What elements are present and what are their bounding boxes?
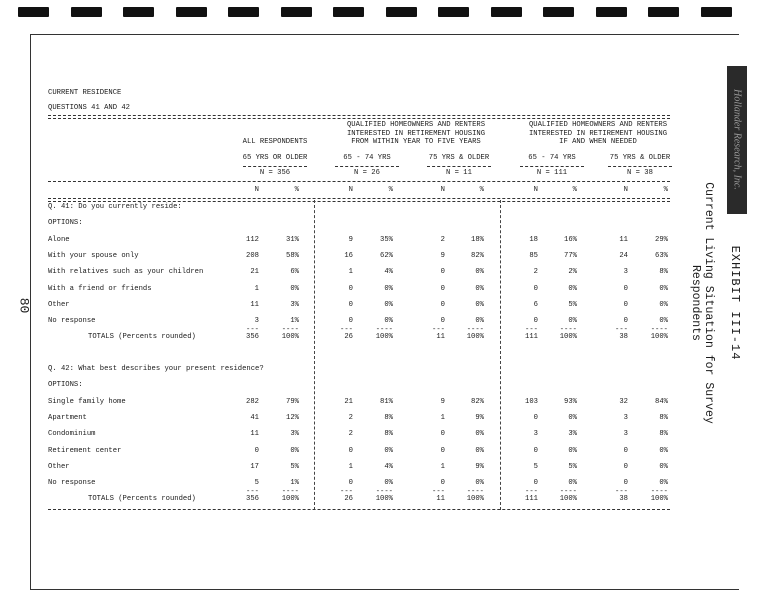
cell-value: 0% xyxy=(475,430,484,439)
cell-value: 0% xyxy=(290,284,299,293)
total-dash: --- xyxy=(525,326,538,335)
total-value: 100% xyxy=(466,333,484,342)
total-dash: ---- xyxy=(466,326,484,335)
cell-value: 62% xyxy=(380,252,393,261)
cell-value: 0% xyxy=(659,446,668,455)
total-value: 100% xyxy=(559,495,577,504)
cell-value: 11 xyxy=(619,236,628,244)
section-title: CURRENT RESIDENCE xyxy=(48,89,122,97)
subgroup-label: 65 - 74 YRS xyxy=(528,154,576,162)
cell-value: 4% xyxy=(384,462,393,471)
header-rule xyxy=(48,181,670,182)
cell-value: 3 xyxy=(533,430,538,439)
row-label: Condominium xyxy=(48,430,96,439)
cell-value: 0% xyxy=(475,446,484,455)
cell-value: 0% xyxy=(568,317,577,325)
total-dash: ---- xyxy=(559,326,577,335)
cell-value: 0% xyxy=(475,317,484,325)
cell-value: 1 xyxy=(440,414,445,423)
cell-value: 79% xyxy=(286,398,299,406)
cell-value: 31% xyxy=(286,236,299,244)
cell-value: 16% xyxy=(564,236,577,244)
cell-value: 9 xyxy=(348,236,353,244)
cell-value: 8% xyxy=(659,268,668,277)
group-header-when-needed: INTERESTED IN RETIREMENT HOUSING xyxy=(528,129,668,138)
cell-value: 0 xyxy=(623,479,628,487)
company-logo xyxy=(727,66,747,214)
cell-value: 2 xyxy=(348,414,353,423)
logo-text: Hollander Research, Inc. xyxy=(731,89,743,190)
col-header-n: N xyxy=(623,186,628,194)
questions-label: QUESTIONS 41 AND 42 xyxy=(48,104,130,112)
cell-value: 0% xyxy=(659,284,668,293)
cell-value: 2 xyxy=(348,430,353,439)
cell-value: 0 xyxy=(533,414,538,423)
binder-hole xyxy=(543,7,574,17)
cell-value: 0 xyxy=(533,446,538,455)
total-value: 100% xyxy=(281,495,299,504)
group-header-five-years: FROM WITHIN YEAR TO FIVE YEARS xyxy=(351,138,481,146)
cell-value: 5% xyxy=(290,462,299,471)
total-dash: ---- xyxy=(281,326,299,335)
binder-hole xyxy=(176,7,207,17)
cell-value: 112 xyxy=(246,236,259,244)
cell-value: 0 xyxy=(440,300,445,309)
column-divider xyxy=(314,200,315,510)
total-dash: ---- xyxy=(375,326,393,335)
cell-value: 0% xyxy=(659,300,668,309)
cell-value: 0 xyxy=(440,317,445,325)
cell-value: 0% xyxy=(659,479,668,487)
cell-value: 35% xyxy=(380,236,393,244)
cell-value: 0% xyxy=(475,300,484,309)
cell-value: 0% xyxy=(384,446,393,455)
total-value: 100% xyxy=(466,495,484,504)
col-header-pct: % xyxy=(572,186,577,194)
cell-value: 85 xyxy=(529,252,538,261)
cell-value: 0% xyxy=(568,446,577,455)
row-label: Other xyxy=(48,462,70,471)
group-header-all: ALL RESPONDENTS xyxy=(242,138,308,146)
cell-value: 8% xyxy=(659,430,668,439)
cell-value: 32 xyxy=(619,398,628,406)
cell-value: 9 xyxy=(440,398,445,406)
cell-value: 0 xyxy=(440,446,445,455)
cell-value: 84% xyxy=(655,398,668,406)
total-value: 356 xyxy=(246,495,259,504)
col-header-pct: % xyxy=(663,186,668,194)
cell-value: 2% xyxy=(568,268,577,277)
cell-value: 0 xyxy=(623,462,628,471)
total-dash: --- xyxy=(340,488,353,497)
col-header-pct: % xyxy=(479,186,484,194)
cell-value: 16 xyxy=(344,252,353,261)
total-value: 100% xyxy=(650,333,668,342)
subgroup-n: N = 111 xyxy=(536,169,568,177)
group-header-five-years: QUALIFIED HOMEOWNERS AND RENTERS xyxy=(346,121,486,129)
row-label: With a friend or friends xyxy=(48,284,152,293)
col-header-n: N xyxy=(254,186,259,194)
cell-value: 0 xyxy=(533,479,538,487)
cell-value: 5 xyxy=(254,479,259,487)
total-dash: --- xyxy=(340,326,353,335)
cell-value: 1% xyxy=(290,317,299,325)
subgroup-label: 75 YRS & OLDER xyxy=(609,154,671,162)
cell-value: 0% xyxy=(384,479,393,487)
cell-value: 0% xyxy=(659,317,668,325)
cell-value: 0% xyxy=(568,284,577,293)
group-header-when-needed: IF AND WHEN NEEDED xyxy=(559,138,637,146)
col-header-n: N xyxy=(348,186,353,194)
binder-hole xyxy=(281,7,312,17)
cell-value: 282 xyxy=(246,398,259,406)
cell-value: 0 xyxy=(623,284,628,293)
cell-value: 82% xyxy=(471,252,484,261)
row-label: Alone xyxy=(48,236,70,244)
cell-value: 1 xyxy=(348,462,353,471)
column-divider xyxy=(500,200,501,510)
row-label: No response xyxy=(48,479,96,487)
subgroup-underline xyxy=(243,166,307,167)
total-value: 111 xyxy=(525,495,538,504)
cell-value: 5 xyxy=(533,462,538,471)
total-dash: ---- xyxy=(650,326,668,335)
total-dash: --- xyxy=(615,326,628,335)
cell-value: 11 xyxy=(250,430,259,439)
exhibit-title: Current Living Situation for Survey Respondents xyxy=(689,182,715,424)
cell-value: 82% xyxy=(471,398,484,406)
total-dash: --- xyxy=(246,488,259,497)
total-dash: ---- xyxy=(559,488,577,497)
subgroup-n: N = 356 xyxy=(259,169,291,177)
col-header-n: N xyxy=(533,186,538,194)
binder-hole xyxy=(491,7,522,17)
cell-value: 0 xyxy=(348,479,353,487)
col-header-rule xyxy=(48,198,670,202)
cell-value: 0% xyxy=(290,446,299,455)
total-dash: --- xyxy=(246,326,259,335)
cell-value: 0 xyxy=(440,430,445,439)
cell-value: 3 xyxy=(254,317,259,325)
cell-value: 5% xyxy=(568,300,577,309)
cell-value: 21 xyxy=(250,268,259,277)
row-label: No response xyxy=(48,317,96,325)
total-dash: --- xyxy=(615,488,628,497)
cell-value: 3 xyxy=(623,268,628,277)
cell-value: 1 xyxy=(254,284,259,293)
cell-value: 21 xyxy=(344,398,353,406)
cell-value: 0% xyxy=(384,317,393,325)
cell-value: 0 xyxy=(348,284,353,293)
cell-value: 8% xyxy=(659,414,668,423)
totals-label: TOTALS (Percents rounded) xyxy=(88,333,196,342)
cell-value: 3% xyxy=(290,300,299,309)
cell-value: 8% xyxy=(384,430,393,439)
cell-value: 81% xyxy=(380,398,393,406)
total-value: 111 xyxy=(525,333,538,342)
total-dash: ---- xyxy=(466,488,484,497)
total-value: 100% xyxy=(281,333,299,342)
cell-value: 9% xyxy=(475,414,484,423)
cell-value: 0 xyxy=(623,300,628,309)
subgroup-n: N = 38 xyxy=(627,169,653,177)
total-value: 26 xyxy=(344,495,353,504)
total-value: 11 xyxy=(436,495,445,504)
binder-hole xyxy=(123,7,154,17)
cell-value: 41 xyxy=(250,414,259,423)
cell-value: 0 xyxy=(623,317,628,325)
cell-value: 3 xyxy=(623,414,628,423)
cell-value: 1% xyxy=(290,479,299,487)
cell-value: 63% xyxy=(655,252,668,261)
subgroup-n: N = 26 xyxy=(354,169,380,177)
total-value: 356 xyxy=(246,333,259,342)
cell-value: 12% xyxy=(286,414,299,423)
cell-value: 0% xyxy=(568,479,577,487)
top-double-rule xyxy=(48,115,670,119)
binder-hole xyxy=(701,7,732,17)
exhibit-id: EXHIBIT III-14 xyxy=(728,245,742,361)
total-value: 11 xyxy=(436,333,445,342)
total-value: 100% xyxy=(650,495,668,504)
cell-value: 18% xyxy=(471,236,484,244)
subgroup-underline xyxy=(520,166,584,167)
cell-value: 29% xyxy=(655,236,668,244)
subgroup-label: 75 YRS & OLDER xyxy=(428,154,490,162)
cell-value: 2 xyxy=(533,268,538,277)
cell-value: 0% xyxy=(568,414,577,423)
cell-value: 18 xyxy=(529,236,538,244)
row-label: Single family home xyxy=(48,398,126,406)
cell-value: 2 xyxy=(440,236,445,244)
cell-value: 0 xyxy=(440,479,445,487)
group-header-five-years: INTERESTED IN RETIREMENT HOUSING xyxy=(346,129,486,138)
total-value: 100% xyxy=(559,333,577,342)
cell-value: 4% xyxy=(384,268,393,277)
subgroup-label: 65 - 74 YRS xyxy=(343,154,391,162)
cell-value: 0% xyxy=(659,462,668,471)
col-header-pct: % xyxy=(388,186,393,194)
total-dash: --- xyxy=(525,488,538,497)
bottom-rule xyxy=(48,509,670,510)
cell-value: 11 xyxy=(250,300,259,309)
binder-hole xyxy=(648,7,679,17)
q41-title: Q. 41: Do you currently reside: xyxy=(48,203,182,211)
subgroup-underline xyxy=(608,166,672,167)
row-label: Other xyxy=(48,300,70,309)
cell-value: 9% xyxy=(475,462,484,471)
binder-hole xyxy=(596,7,627,17)
total-value: 38 xyxy=(619,495,628,504)
binder-holes xyxy=(0,0,772,24)
cell-value: 0 xyxy=(440,284,445,293)
cell-value: 1 xyxy=(348,268,353,277)
total-value: 100% xyxy=(375,333,393,342)
q42-title: Q. 42: What best describes your present residence? xyxy=(48,365,264,373)
row-label: With relatives such as your children xyxy=(48,268,204,277)
cell-value: 77% xyxy=(564,252,577,261)
binder-hole xyxy=(71,7,102,17)
cell-value: 0% xyxy=(475,479,484,487)
total-value: 26 xyxy=(344,333,353,342)
cell-value: 0% xyxy=(475,284,484,293)
cell-value: 5% xyxy=(568,462,577,471)
cell-value: 24 xyxy=(619,252,628,261)
options-label: OPTIONS: xyxy=(48,381,83,389)
cell-value: 9 xyxy=(440,252,445,261)
cell-value: 0% xyxy=(475,268,484,277)
total-dash: --- xyxy=(432,326,445,335)
total-dash: ---- xyxy=(650,488,668,497)
col-header-pct: % xyxy=(294,186,299,194)
cell-value: 58% xyxy=(286,252,299,261)
cell-value: 0 xyxy=(623,446,628,455)
binder-hole xyxy=(228,7,259,17)
cell-value: 0 xyxy=(348,446,353,455)
total-dash: ---- xyxy=(375,488,393,497)
cell-value: 1 xyxy=(440,462,445,471)
group-header-when-needed: QUALIFIED HOMEOWNERS AND RENTERS xyxy=(528,121,668,129)
cell-value: 0 xyxy=(348,300,353,309)
subgroup-n: N = 11 xyxy=(446,169,472,177)
options-label: OPTIONS: xyxy=(48,219,83,227)
col-header-n: N xyxy=(440,186,445,194)
row-label: Retirement center xyxy=(48,446,122,455)
cell-value: 0 xyxy=(440,268,445,277)
binder-hole xyxy=(18,7,49,17)
total-dash: ---- xyxy=(281,488,299,497)
cell-value: 0 xyxy=(533,317,538,325)
totals-label: TOTALS (Percents rounded) xyxy=(88,495,196,504)
cell-value: 3% xyxy=(568,430,577,439)
total-value: 38 xyxy=(619,333,628,342)
cell-value: 6% xyxy=(290,268,299,277)
cell-value: 0% xyxy=(384,284,393,293)
subgroup-underline xyxy=(335,166,399,167)
subgroup-label: 65 YRS OR OLDER xyxy=(242,154,308,162)
cell-value: 103 xyxy=(525,398,538,406)
total-dash: --- xyxy=(432,488,445,497)
cell-value: 3% xyxy=(290,430,299,439)
page-number: 80 xyxy=(16,297,32,314)
cell-value: 8% xyxy=(384,414,393,423)
cell-value: 0 xyxy=(254,446,259,455)
binder-hole xyxy=(438,7,469,17)
total-value: 100% xyxy=(375,495,393,504)
cell-value: 0 xyxy=(533,284,538,293)
row-label: Apartment xyxy=(48,414,87,423)
cell-value: 17 xyxy=(250,462,259,471)
cell-value: 93% xyxy=(564,398,577,406)
cell-value: 208 xyxy=(246,252,259,261)
binder-hole xyxy=(386,7,417,17)
cell-value: 0 xyxy=(348,317,353,325)
binder-hole xyxy=(333,7,364,17)
cell-value: 0% xyxy=(384,300,393,309)
cell-value: 3 xyxy=(623,430,628,439)
subgroup-underline xyxy=(427,166,491,167)
cell-value: 6 xyxy=(533,300,538,309)
row-label: With your spouse only xyxy=(48,252,139,261)
